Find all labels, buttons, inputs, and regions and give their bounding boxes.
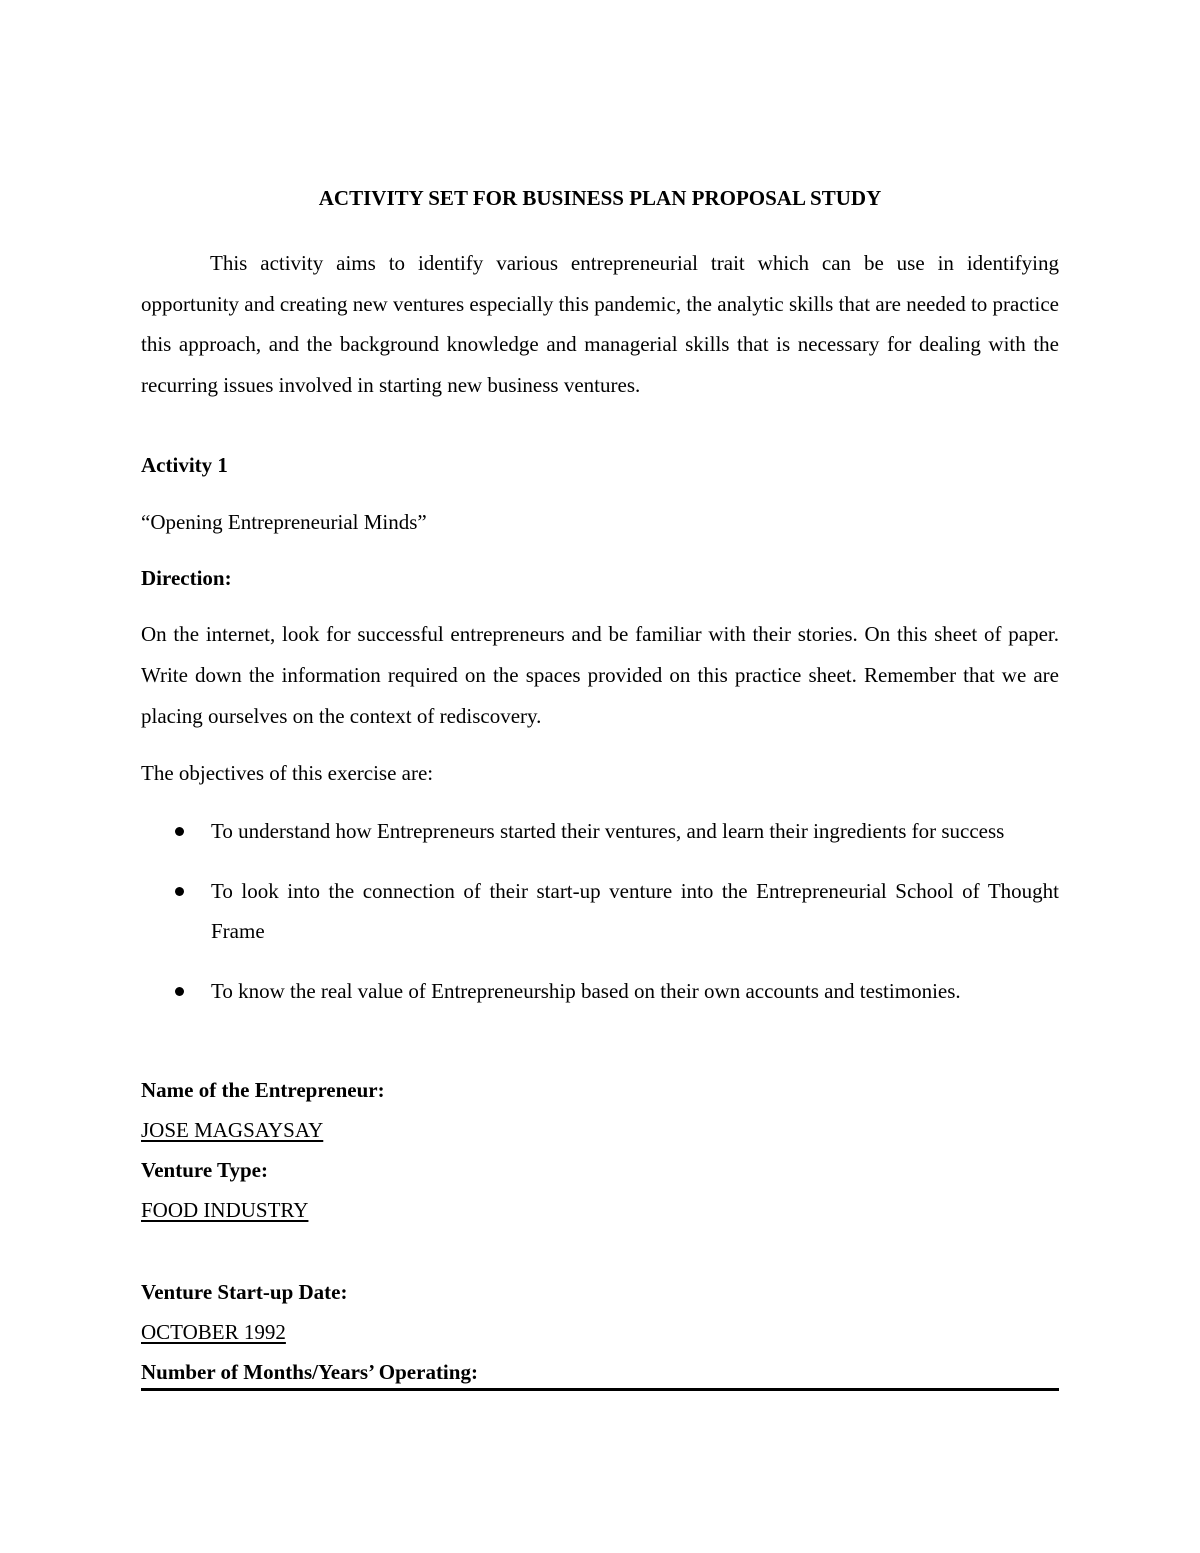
- objectives-list: [141, 811, 1059, 1030]
- intro-paragraph: This activity aims to identify various entrepreneurial trait which can be use in identifying opportunity and creating new ventures especially this pandemic, the analytic skills that are needed to practice this approach, and the background knowledge and managerial skills that is necessary for dealing with the recurring issues involved in starting new business ventures.: [141, 251, 1059, 397]
- bullet-icon: [175, 887, 184, 896]
- bullet-icon: [175, 827, 184, 836]
- entrepreneur-label: Name of the Entrepreneur:: [141, 1078, 385, 1102]
- objective-text: To know the real value of Entrepreneurship based on their own accounts and testimonies.: [211, 978, 961, 1003]
- activity-subtitle: “Opening Entrepreneurial Minds”: [141, 510, 427, 534]
- direction-label: Direction:: [141, 566, 232, 590]
- startup-date-label: Venture Start-up Date:: [141, 1280, 348, 1304]
- objective-item: [141, 971, 1059, 1012]
- objective-text: To look into the connection of their start-up venture into the Entrepreneurial School of Thought Frame: [211, 878, 1059, 943]
- months-operating-label: Number of Months/Years’ Operating:: [141, 1360, 478, 1384]
- activity-heading: Activity 1: [141, 453, 228, 477]
- objective-item: [141, 871, 1059, 952]
- objectives-intro: The objectives of this exercise are:: [141, 761, 434, 785]
- answer-line: [141, 1388, 1059, 1391]
- venture-type-value: FOOD INDUSTRY: [141, 1198, 309, 1222]
- venture-type-label: Venture Type:: [141, 1158, 268, 1182]
- objective-item: [141, 811, 1059, 852]
- bullet-icon: [175, 987, 184, 996]
- direction-paragraph: On the internet, look for successful entrepreneurs and be familiar with their stories. On this sheet of paper. Write down the information required on the spaces provided on this practice sheet. Remember that we are placing ourselves on the context of rediscovery.: [141, 622, 1059, 728]
- document-title: ACTIVITY SET FOR BUSINESS PLAN PROPOSAL STUDY: [318, 186, 882, 210]
- entrepreneur-value: JOSE MAGSAYSAY: [141, 1118, 324, 1142]
- objective-text: To understand how Entrepreneurs started their ventures, and learn their ingredients for success: [211, 819, 1005, 843]
- startup-date-value: OCTOBER 1992: [141, 1320, 286, 1344]
